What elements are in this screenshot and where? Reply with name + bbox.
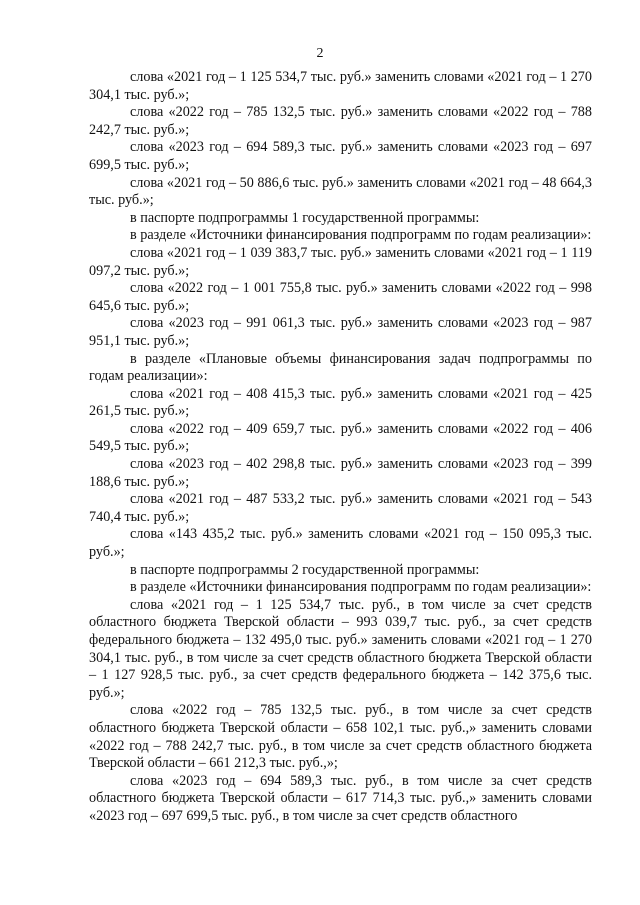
paragraph: слова «2021 год – 487 533,2 тыс. руб.» заменить словами «2021 год – 543 740,4 тыс. руб.»; bbox=[89, 491, 592, 525]
page-number: 2 bbox=[316, 46, 324, 61]
paragraph: слова «143 435,2 тыс. руб.» заменить словами «2021 год – 150 095,3 тыс. руб.»; bbox=[89, 526, 592, 561]
paragraph: слова «2021 год – 1 039 383,7 тыс. руб.» заменить словами «2021 год – 1 119 097,2 тыс. руб.»; bbox=[89, 244, 592, 279]
paragraph: в разделе «Плановые объемы финансирования задач подпрограммы по годам реализации»: bbox=[89, 350, 592, 385]
paragraph: слова «2021 год – 50 886,6 тыс. руб.» заменить словами «2021 год – 48 664,3 тыс. руб.»; bbox=[89, 174, 592, 209]
paragraph: слова «2023 год – 694 589,3 тыс. руб.» заменить словами «2023 год – 697 699,5 тыс. руб.»; bbox=[89, 139, 592, 173]
paragraph: слова «2021 год – 1 125 534,7 тыс. руб., в том числе за счет средств областного бюджета Тверской области – 993 039,7 тыс. руб., за счет средств федерального бюджета – 132 495,0 тыс. руб.» заменить словами «2021 год – 1 270 304,1 тыс. руб., в том числе за счет средств областного бюджета Тверской области – 1 127 928,5 тыс. руб., за счет средств федерального бюджета – 142 375,6 тыс. руб.»; bbox=[89, 596, 592, 701]
paragraph: слова «2022 год – 1 001 755,8 тыс. руб.» заменить словами «2022 год – 998 645,6 тыс. руб.»; bbox=[89, 280, 592, 314]
paragraph: слова «2023 год – 694 589,3 тыс. руб., в том числе за счет средств областного бюджета Тверской области – 617 714,3 тыс. руб.,» заменить словами «2023 год – 697 699,5 тыс. руб., в том числе за счет средств областного bbox=[89, 772, 592, 824]
paragraph: слова «2022 год – 785 132,5 тыс. руб.» заменить словами «2022 год – 788 242,7 тыс. руб.»; bbox=[89, 104, 592, 138]
paragraph: в разделе «Источники финансирования подпрограмм по годам реализации»: bbox=[130, 579, 592, 596]
paragraph: в разделе «Источники финансирования подпрограмм по годам реализации»: bbox=[130, 227, 592, 244]
paragraph: слова «2022 год – 785 132,5 тыс. руб., в том числе за счет средств областного бюджета Тверской области – 658 102,1 тыс. руб.,» заменить словами «2022 год – 788 242,7 тыс. руб., в том числе за счет средств областного бюджета Тверской области – 661 212,3 тыс. руб.,»; bbox=[89, 702, 592, 772]
paragraph: слова «2021 год – 408 415,3 тыс. руб.» заменить словами «2021 год – 425 261,5 тыс. руб.»; bbox=[89, 385, 592, 420]
paragraph: слова «2022 год – 409 659,7 тыс. руб.» заменить словами «2022 год – 406 549,5 тыс. руб.»; bbox=[89, 420, 592, 455]
paragraph: слова «2021 год – 1 125 534,7 тыс. руб.» заменить словами «2021 год – 1 270 304,1 тыс. руб.»; bbox=[89, 69, 592, 103]
paragraph: в паспорте подпрограммы 1 государственной программы: bbox=[130, 209, 480, 226]
paragraph: в паспорте подпрограммы 2 государственной программы: bbox=[130, 561, 480, 578]
paragraph: слова «2023 год – 402 298,8 тыс. руб.» заменить словами «2023 год – 399 188,6 тыс. руб.»; bbox=[89, 456, 592, 490]
document-body bbox=[89, 69, 592, 826]
paragraph: слова «2023 год – 991 061,3 тыс. руб.» заменить словами «2023 год – 987 951,1 тыс. руб.»; bbox=[89, 315, 592, 349]
